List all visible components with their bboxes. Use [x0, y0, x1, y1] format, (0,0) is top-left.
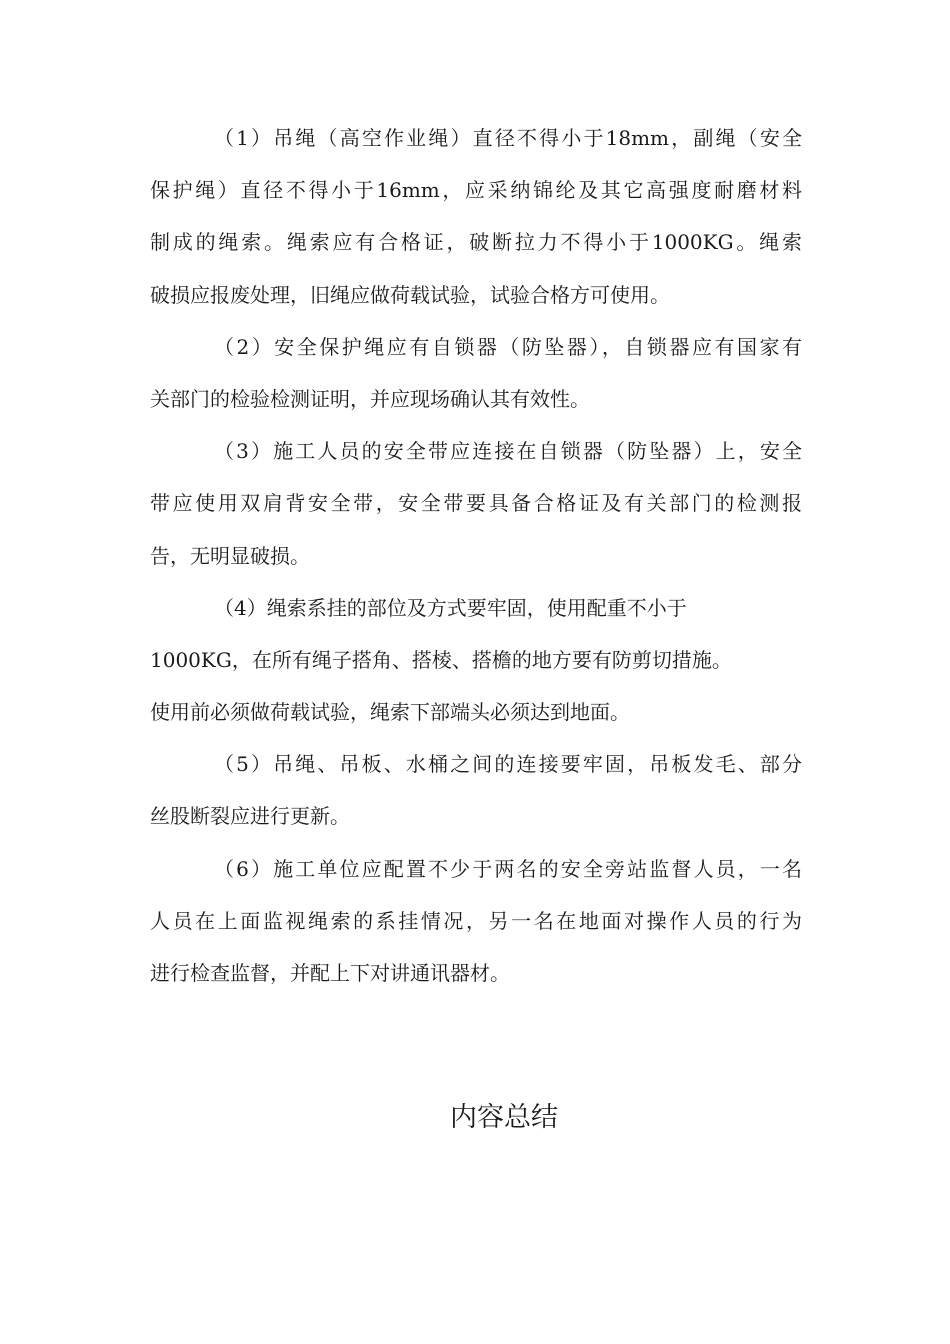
paragraph-3-line-2: 带应使用双肩背安全带，安全带要具备合格证及有关部门的检测报	[150, 491, 802, 516]
paragraph-1-line-3: 制成的绳索。绳索应有合格证，破断拉力不得小于1000KG。绳索	[150, 230, 802, 255]
paragraph-2-line-2: 关部门的检验检测证明，并应现场确认其有效性。	[150, 386, 590, 411]
paragraph-6-line-3: 进行检查监督，并配上下对讲通讯器材。	[150, 961, 510, 985]
paragraph-4-line-2: 1000KG，在所有绳子搭角、搭棱、搭檐的地方要有防剪切措施。	[150, 647, 732, 672]
body-text	[150, 112, 802, 999]
paragraph-6-line-2: 人员在上面监视绳索的系挂情况，另一名在地面对操作人员的行为	[150, 908, 802, 933]
summary-heading: 内容总结	[450, 1102, 558, 1133]
paragraph-3-line-3: 告，无明显破损。	[150, 543, 310, 568]
paragraph-1-line-4: 破损应报废处理，旧绳应做荷载试验，试验合格方可使用。	[150, 282, 670, 307]
paragraph-6-line-1: （6）施工单位应配置不少于两名的安全旁站监督人员，一名	[214, 856, 802, 881]
paragraph-5-line-2: 丝股断裂应进行更新。	[150, 804, 350, 829]
paragraph-1-line-2: 保护绳）直径不得小于16mm，应采纳锦纶及其它高强度耐磨材料	[150, 178, 802, 203]
paragraph-4-line-3: 使用前必须做荷载试验，绳索下部端头必须达到地面。	[150, 700, 630, 725]
paragraph-4-line-1: （4）绳索系挂的部位及方式要牢固，使用配重不小于	[214, 595, 687, 620]
paragraph-1-line-1: （1）吊绳（高空作业绳）直径不得小于18mm，副绳（安全	[214, 126, 802, 150]
paragraph-5-line-1: （5）吊绳、吊板、水桶之间的连接要牢固，吊板发毛、部分	[214, 752, 802, 777]
paragraph-3-line-1: （3）施工人员的安全带应连接在自锁器（防坠器）上，安全	[214, 439, 802, 464]
paragraph-2-line-1: （2）安全保护绳应有自锁器（防坠器），自锁器应有国家有	[214, 334, 802, 359]
